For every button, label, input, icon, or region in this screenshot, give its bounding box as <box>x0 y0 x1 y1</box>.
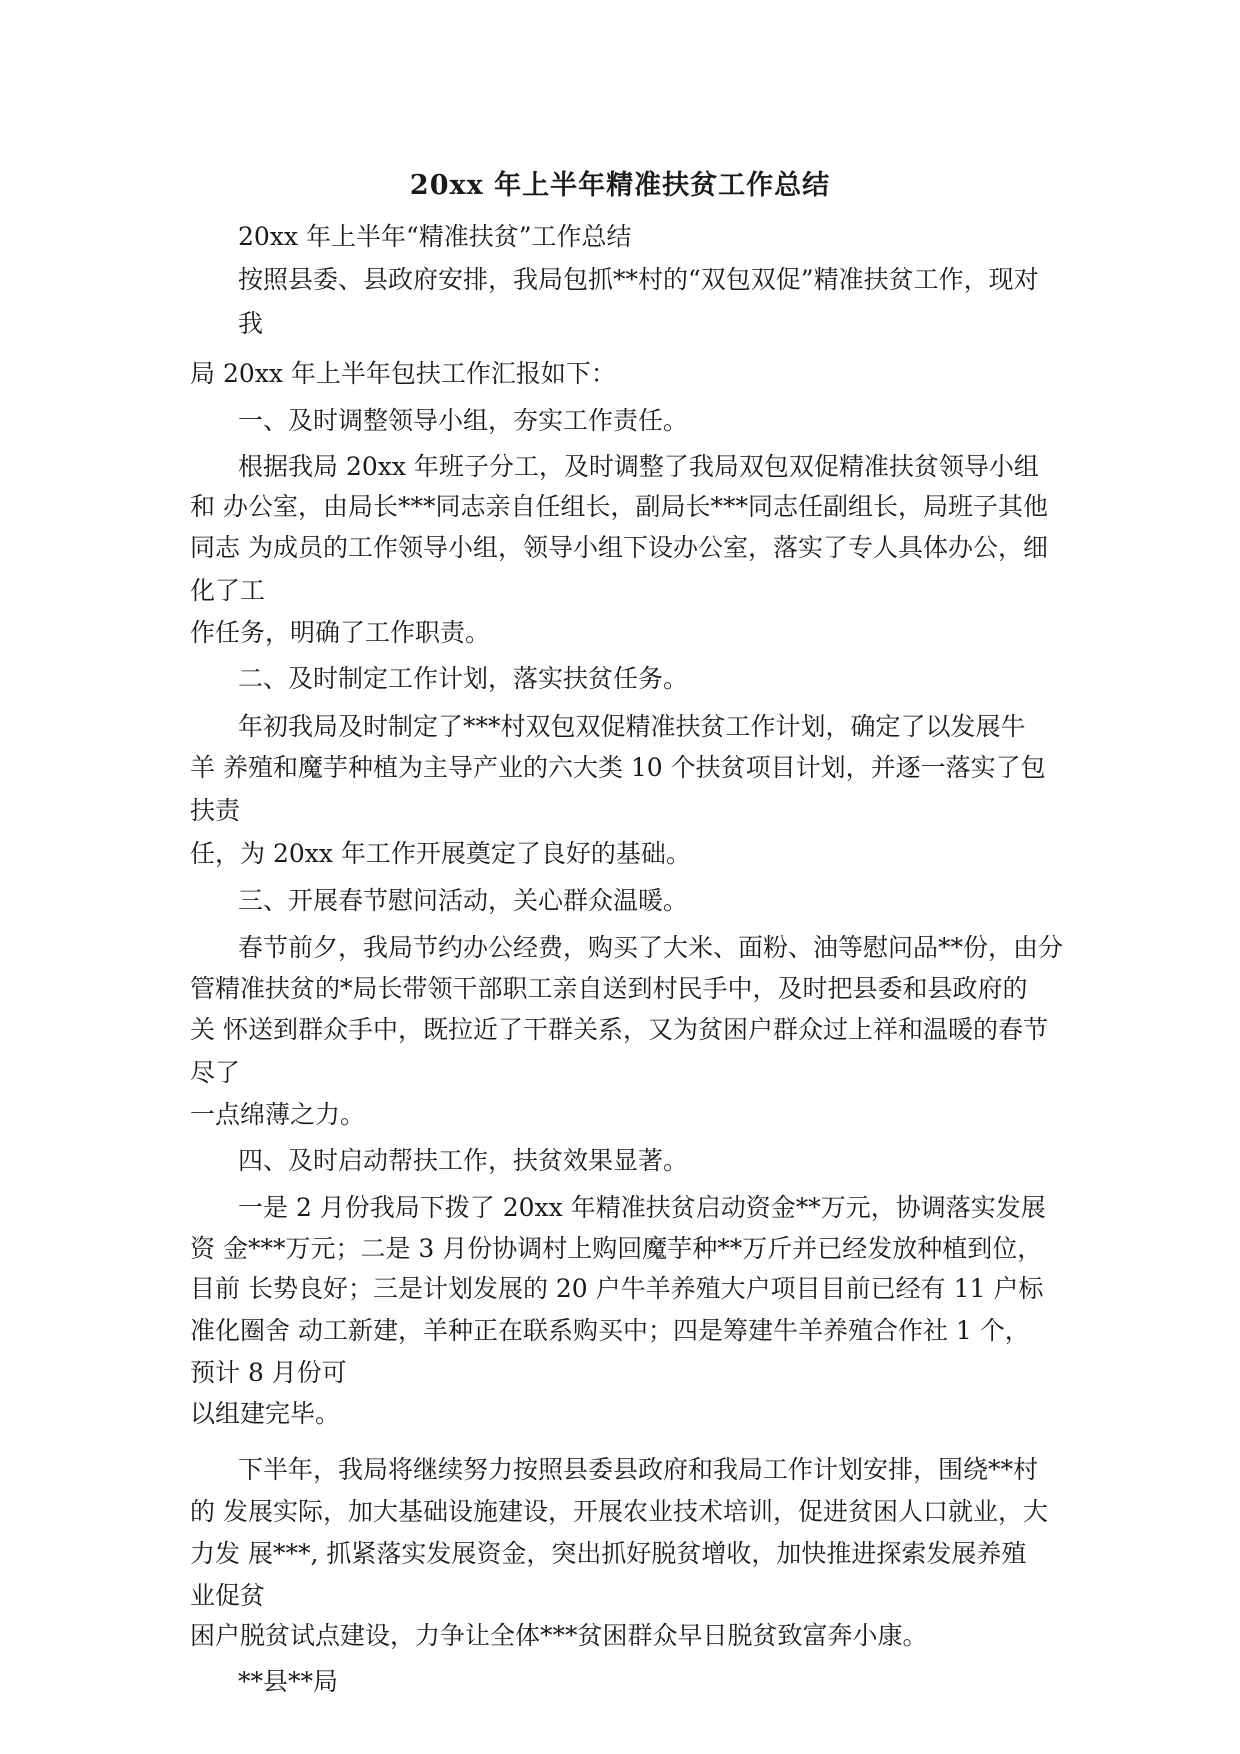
section-heading: 一、及时调整领导小组，夯实工作责任。 <box>238 406 689 435</box>
paragraph-line: 准化圈舍 动工新建，羊种正在联系购买中；四是筹建牛羊养殖合作社 1 个， <box>190 1316 1030 1345</box>
paragraph-line: 一是 2 月份我局下拨了 20xx 年精准扶贫启动资金**万元，协调落实发展 <box>238 1193 1046 1222</box>
paragraph-line: 尽了 <box>190 1058 241 1087</box>
paragraph-line: 年初我局及时制定了***村双包双促精准扶贫工作计划，确定了以发展牛 <box>238 712 1026 741</box>
paragraph-line: 春节前夕，我局节约办公经费，购买了大米、面粉、油等慰问品**份，由分 <box>238 933 1064 962</box>
paragraph-line: 关 怀送到群众手中，既拉近了干群关系，又为贫困户群众过上祥和温暖的春节 <box>190 1015 1048 1044</box>
paragraph-line: 化了工 <box>190 576 266 605</box>
paragraph-line: 作任务，明确了工作职责。 <box>190 618 491 647</box>
section-heading: 二、及时制定工作计划，落实扶贫任务。 <box>238 664 689 693</box>
paragraph-line: 我 <box>238 309 264 338</box>
paragraph-line: 预计 8 月份可 <box>190 1358 347 1387</box>
section-heading: 三、开展春节慰问活动，关心群众温暖。 <box>238 886 689 915</box>
paragraph-line: 羊 养殖和魔芋种植为主导产业的六大类 10 个扶贫项目计划，并逐一落实了包 <box>190 753 1046 782</box>
paragraph-line: 根据我局 20xx 年班子分工，及时调整了我局双包双促精准扶贫领导小组 <box>238 452 1039 481</box>
paragraph-line: 力发 展***, 抓紧落实发展资金，突出抓好脱贫增收，加快推进探索发展养殖 <box>190 1539 1027 1568</box>
paragraph-line: 目前 长势良好；三是计划发展的 20 户牛羊养殖大户项目目前已经有 11 户标 <box>190 1274 1044 1303</box>
paragraph-line: 同志 为成员的工作领导小组，领导小组下设办公室，落实了专人具体办公，细 <box>190 533 1048 562</box>
paragraph-line: 扶责 <box>190 796 241 825</box>
section-heading: 四、及时启动帮扶工作，扶贫效果显著。 <box>238 1146 689 1175</box>
subtitle-line: 20xx 年上半年“精准扶贫”工作总结 <box>238 222 632 251</box>
paragraph-line: 管精准扶贫的*局长带领干部职工亲自送到村民手中，及时把县委和县政府的 <box>190 974 1028 1003</box>
paragraph-line: 按照县委、县政府安排，我局包抓**村的“双包双促”精准扶贫工作，现对 <box>238 265 1039 294</box>
paragraph-line: 一点绵薄之力。 <box>190 1100 366 1129</box>
paragraph-line: 以组建完毕。 <box>190 1399 341 1428</box>
paragraph-line: 资 金***万元；二是 3 月份协调村上购回魔芋种**万斤并已经发放种植到位， <box>190 1234 1043 1263</box>
paragraph-line: 下半年，我局将继续努力按照县委县政府和我局工作计划安排，围绕**村 <box>238 1455 1039 1484</box>
paragraph-line: 和 办公室，由局长***同志亲自任组长，副局长***同志任副组长，局班子其他 <box>190 492 1048 521</box>
paragraph-line: 局 20xx 年上半年包扶工作汇报如下： <box>190 359 616 388</box>
paragraph-line: 任，为 20xx 年工作开展奠定了良好的基础。 <box>190 839 691 868</box>
paragraph-line: 的 发展实际，加大基础设施建设，开展农业技术培训，促进贫困人口就业，大 <box>190 1497 1048 1526</box>
signature-line: **县**局 <box>238 1667 339 1696</box>
paragraph-line: 困户脱贫试点建设，力争让全体***贫困群众早日脱贫致富奔小康。 <box>190 1621 928 1650</box>
document-title: 20xx 年上半年精准扶贫工作总结 <box>409 170 831 201</box>
paragraph-line: 业促贫 <box>190 1581 266 1610</box>
